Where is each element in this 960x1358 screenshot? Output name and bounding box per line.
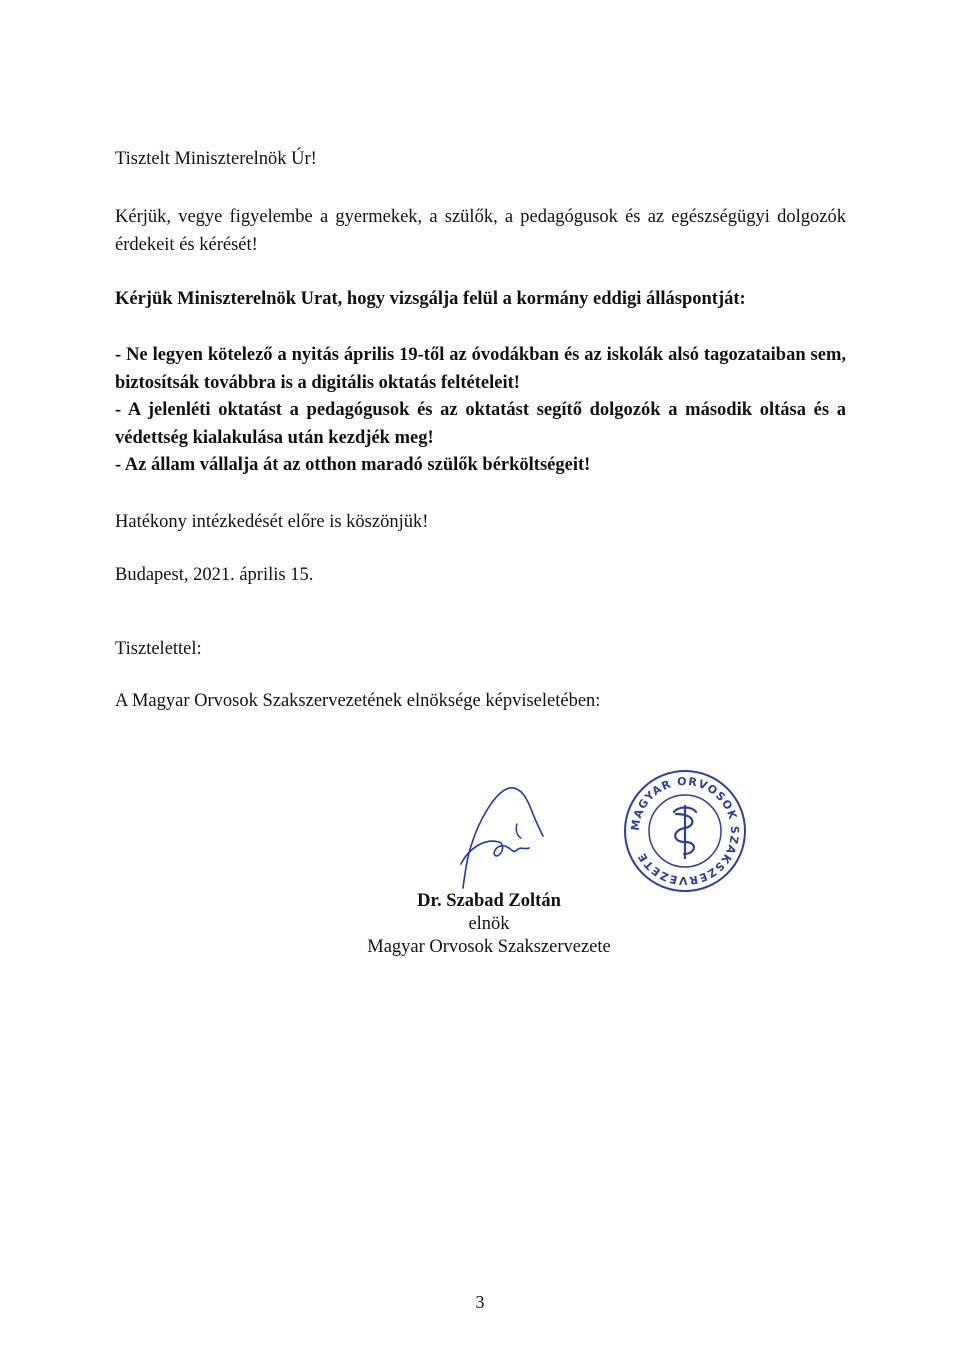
demand-item: - A jelenléti oktatást a pedagógusok és az oktatást segítő dolgozók a második oltása és a védettség kialakulása után kezdjék meg!	[115, 400, 846, 448]
signatory-block	[339, 890, 639, 959]
on-behalf-text: A Magyar Orvosok Szakszervezetének elnöksége képviseletében:	[115, 691, 601, 711]
stamp-ring-text: MAGYAR ORVOSOK SZAKSZERVEZETE	[628, 774, 742, 888]
page-number: 3	[475, 1292, 485, 1312]
demands-list	[115, 342, 846, 480]
closing-text: Tisztelettel:	[115, 639, 202, 659]
signature-image	[455, 784, 555, 890]
demand-item: - Ne legyen kötelező a nyitás április 19-től az óvodákban és az iskolák alsó tagozataiban sem, biztosítsák továbbra is a digitális oktatás feltételeit!	[115, 345, 846, 393]
stamp-seal	[622, 768, 748, 894]
thanks-text: Hatékony intézkedését előre is köszönjük!	[115, 512, 429, 532]
signatory-name: Dr. Szabad Zoltán	[417, 891, 561, 911]
request-bold-paragraph: Kérjük Miniszterelnök Urat, hogy vizsgálja felül a kormány eddigi álláspontját:	[115, 289, 746, 309]
signatory-title: elnök	[468, 914, 510, 934]
demand-item: - Az állam vállalja át az otthon maradó szülők bérköltségeit!	[115, 455, 591, 475]
place-date: Budapest, 2021. április 15.	[115, 565, 314, 585]
request-paragraph: Kérjük, vegye figyelembe a gyermekek, a szülők, a pedagógusok és az egészségügyi dolgozók érdekeit és kérését!	[115, 207, 846, 255]
signatory-organization: Magyar Orvosok Szakszervezete	[367, 937, 611, 957]
salutation: Tisztelt Miniszterelnök Úr!	[115, 149, 317, 169]
